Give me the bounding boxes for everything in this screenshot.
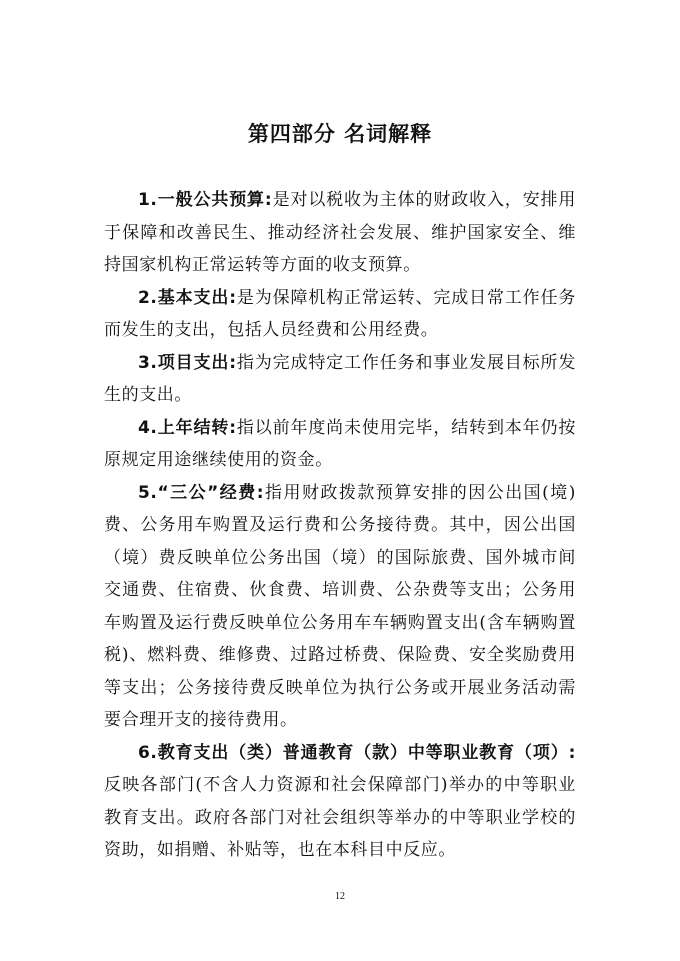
glossary-item [104,412,576,477]
glossary-term: 2.基本支出: [138,287,237,308]
glossary-term: 5.“三公”经费: [138,482,265,503]
glossary-definition: 反映各部门(不含人力资源和社会保障部门)举办的中等职业教育支出。政府各部门对社会组织等举办的中等职业学校的资助，如捐赠、补贴等，也在本科目中反应。 [104,775,576,860]
glossary-content [104,184,576,867]
glossary-term: 6.教育支出（类）普通教育（款）中等职业教育（项）: [138,742,576,763]
glossary-item [104,347,576,412]
glossary-term: 1.一般公共预算: [138,190,273,210]
glossary-definition: 指以前年度尚未使用完毕，结转到本年仍按原规定用途继续使用的资金。 [104,417,576,470]
page-title: 第四部分 名词解释 [247,122,433,146]
glossary-item [104,184,576,282]
glossary-item [104,737,576,867]
glossary-term: 3.项目支出: [138,352,237,373]
glossary-definition: 是为保障机构正常运转、完成日常工作任务而发生的支出，包括人员经费和公用经费。 [104,287,576,340]
glossary-term: 4.上年结转: [138,417,237,438]
page-number: 12 [335,891,345,902]
glossary-definition: 是对以税收为主体的财政收入，安排用于保障和改善民生、推动经济社会发展、维护国家安全、维持国家机构正常运转等方面的收支预算。 [104,190,576,275]
glossary-definition: 指为完成特定工作任务和事业发展目标所发生的支出。 [104,352,576,405]
glossary-definition: 指用财政拨款预算安排的因公出国(境)费、公务用车购置及运行费和公务接待费。其中，因公出国（境）费反映单位公务出国（境）的国际旅费、国外城市间交通费、住宿费、伙食费、培训费、公杂费等支出；公务用车购置及运行费反映单位公务用车车辆购置支出(含车辆购置税)、燃料费、维修费、过路过桥费、保险费、安全奖励费用等支出；公务接待费反映单位为执行公务或开展业务活动需要合理开支的接待费用。 [104,482,576,730]
glossary-item [104,282,576,347]
glossary-item [104,477,576,737]
